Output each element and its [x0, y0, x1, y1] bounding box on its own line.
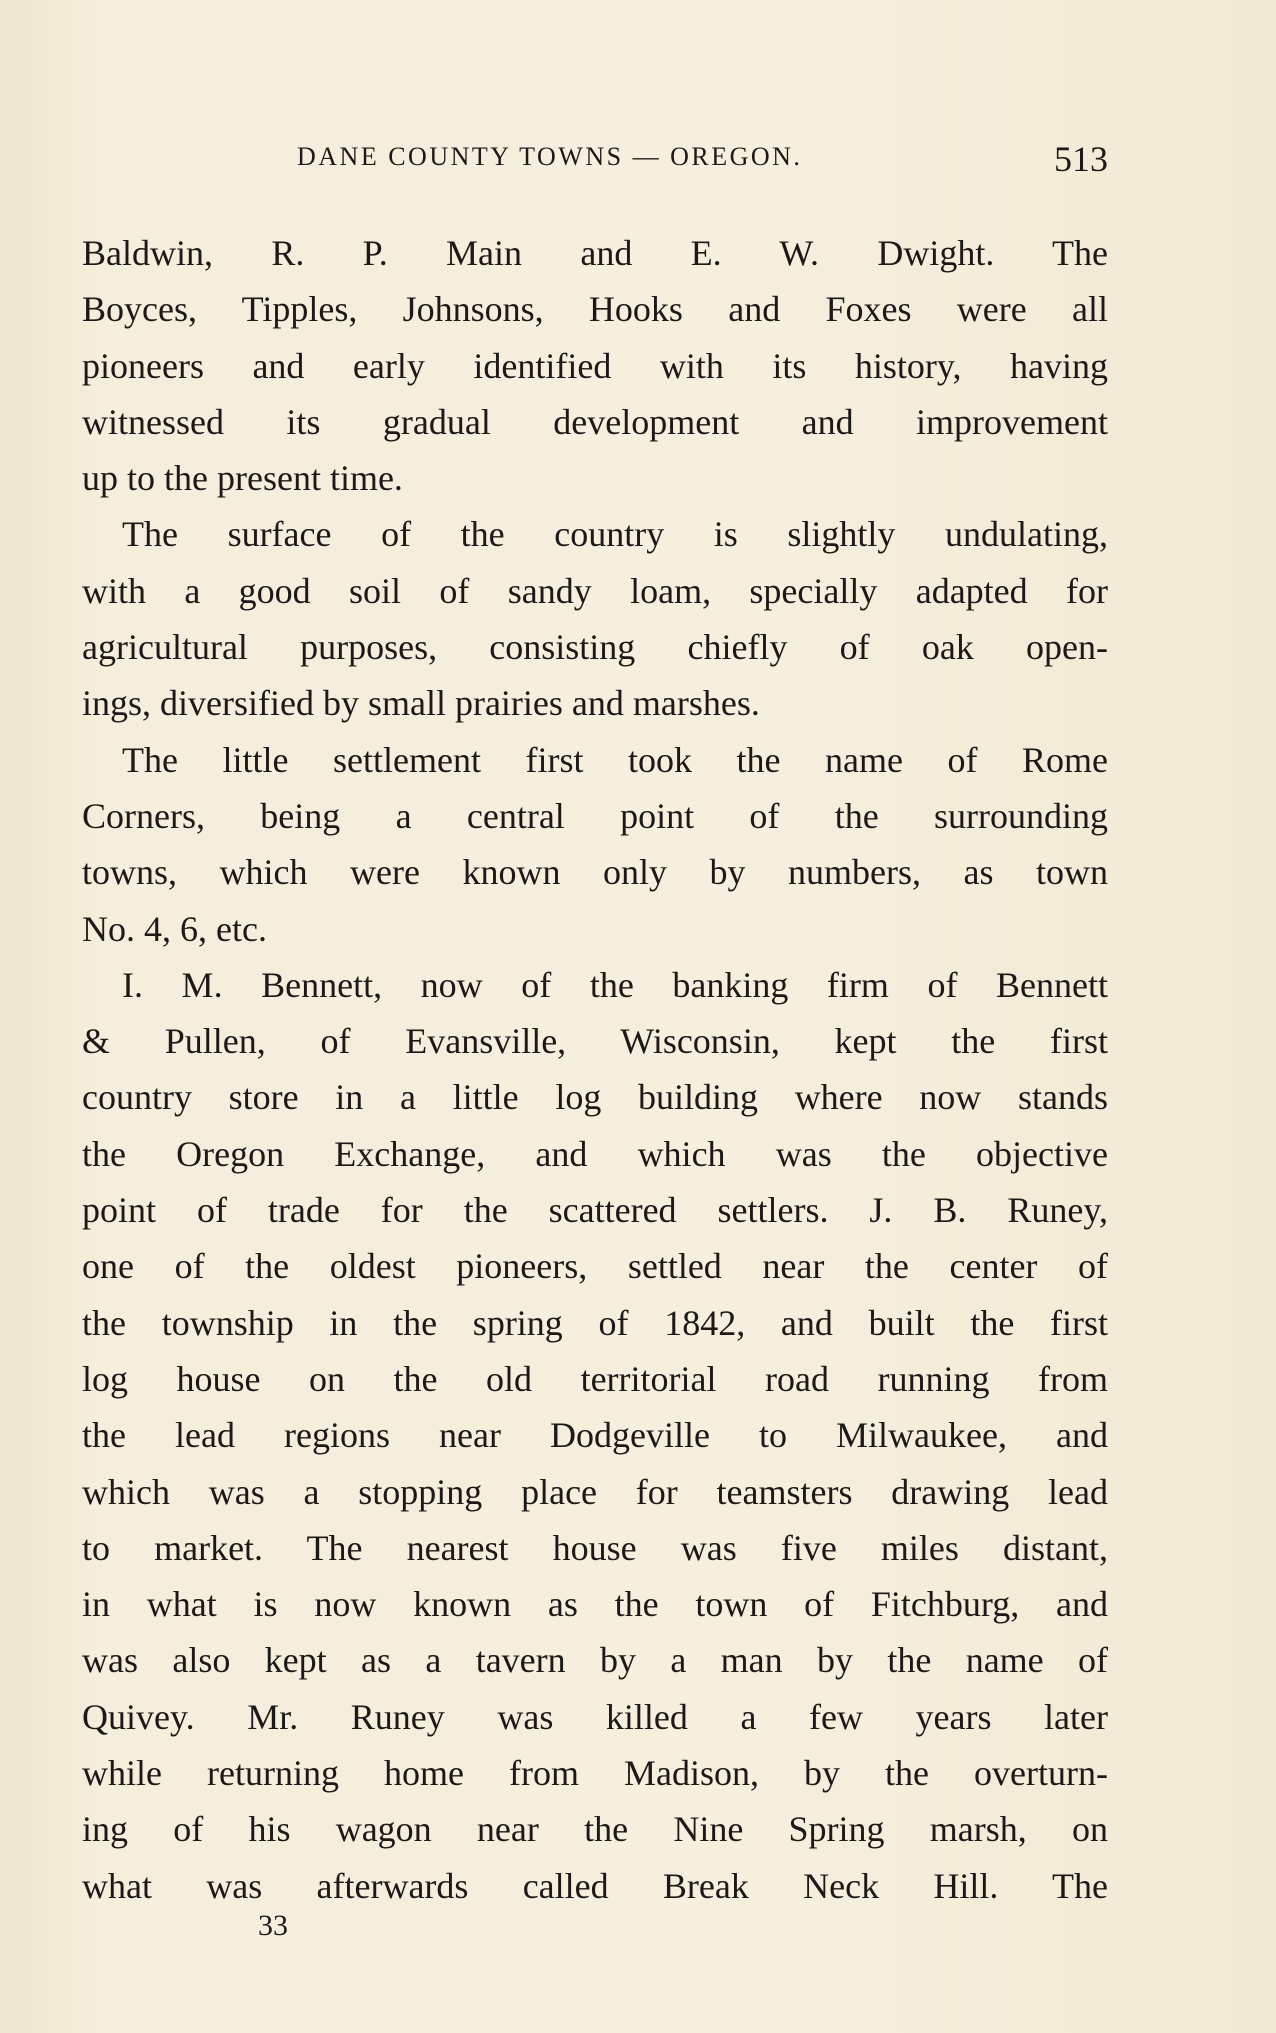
text-line: No. 4, 6, etc.: [82, 908, 267, 949]
text-line: agricultural purposes, consisting chiefly of oak open-: [82, 627, 1108, 668]
text-line: Corners, being a central point of the surrounding: [82, 795, 1108, 836]
text-line: Boyces, Tipples, Johnsons, Hooks and Foxes were all: [82, 289, 1108, 330]
page-number: 513: [1054, 139, 1108, 179]
text-line: towns, which were known only by numbers, as town: [82, 852, 1108, 893]
text-line: witnessed its gradual development and improvement: [82, 401, 1108, 442]
text-line: ing of his wagon near the Nine Spring marsh, on: [82, 1809, 1108, 1850]
text-line: point of trade for the scattered settlers. J. B. Runey,: [82, 1190, 1108, 1231]
text-line: up to the present time.: [82, 458, 403, 499]
text-line: ings, diversified by small prairies and marshes.: [82, 683, 760, 724]
running-title: DANE COUNTY TOWNS — OREGON.: [297, 142, 803, 171]
text-line: which was a stopping place for teamsters drawing lead: [82, 1471, 1108, 1512]
text-line: Quivey. Mr. Runey was killed a few years later: [82, 1696, 1108, 1737]
text-line: what was afterwards called Break Neck Hill. The: [82, 1865, 1108, 1906]
text-line: one of the oldest pioneers, settled near the center of: [82, 1246, 1108, 1287]
body-text: [82, 225, 1108, 1914]
text-line: the lead regions near Dodgeville to Milwaukee, and: [82, 1415, 1108, 1456]
text-line: The little settlement first took the name of Rome: [122, 739, 1108, 780]
text-line: was also kept as a tavern by a man by the name of: [82, 1640, 1108, 1681]
text-line: in what is now known as the town of Fitchburg, and: [82, 1584, 1108, 1625]
signature-mark: 33: [258, 1909, 288, 1942]
text-line: pioneers and early identified with its history, having: [82, 345, 1108, 386]
text-line: & Pullen, of Evansville, Wisconsin, kept the first: [82, 1021, 1108, 1062]
text-line: log house on the old territorial road running from: [82, 1358, 1108, 1399]
text-line: with a good soil of sandy loam, specially adapted for: [82, 570, 1108, 611]
text-line: country store in a little log building where now stands: [82, 1077, 1108, 1118]
text-line: Baldwin, R. P. Main and E. W. Dwight. The: [82, 233, 1108, 273]
running-head: [82, 138, 1108, 186]
text-line: to market. The nearest house was five miles distant,: [82, 1527, 1108, 1568]
text-line: The surface of the country is slightly undulating,: [122, 514, 1108, 555]
text-line: the Oregon Exchange, and which was the objective: [82, 1133, 1108, 1174]
text-line: I. M. Bennett, now of the banking firm of Bennett: [122, 964, 1108, 1005]
text-line: the township in the spring of 1842, and built the first: [82, 1302, 1108, 1343]
text-line: while returning home from Madison, by the overturn-: [82, 1753, 1108, 1794]
